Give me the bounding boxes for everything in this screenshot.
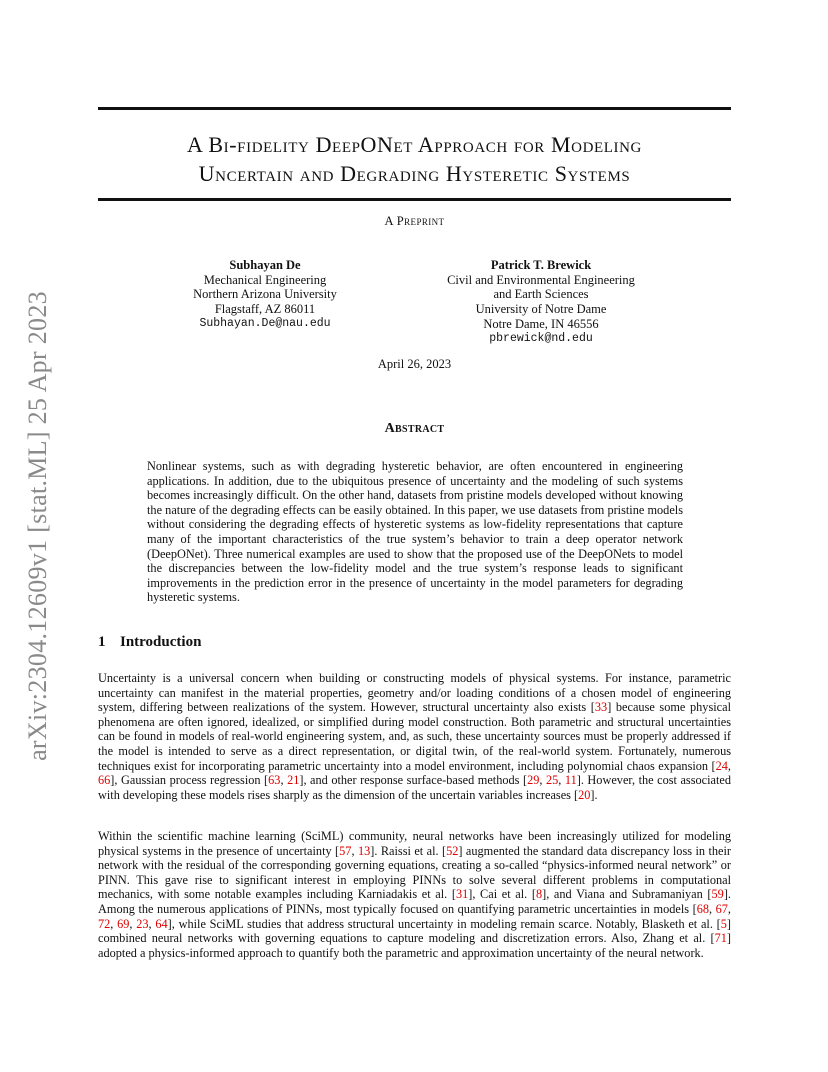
paragraph-text: Uncertainty is a universal concern when building or constructing models of physical systems. For instance, parametric uncertainty can manifest in the material properties, geometry and/or loading conditions of a chosen model of engineering system, differing between realizations of the system. However, structural uncertainty also exists [: [98, 671, 731, 715]
paragraph-text: ,: [148, 916, 156, 931]
author-email[interactable]: pbrewick@nd.edu: [489, 331, 593, 345]
paragraph-text: ,: [539, 773, 546, 788]
author-affiliation: Mechanical Engineering: [203, 272, 327, 287]
citation-link[interactable]: 25: [545, 773, 559, 788]
paragraph-text: ] combined neural networks with governing equations to capture modeling and discretization errors. Also, Zhang et al. [: [98, 916, 732, 946]
section-title: Introduction: [120, 634, 202, 650]
citation-link[interactable]: 52: [446, 843, 459, 858]
paper-title: [98, 130, 731, 188]
abstract-heading: Abstract: [384, 421, 445, 436]
citation-link[interactable]: 23: [136, 916, 149, 931]
paragraph-text: ], Gaussian process regression [: [110, 773, 269, 788]
author-affiliation: Flagstaff, AZ 86011: [214, 302, 316, 317]
citation-link[interactable]: 57: [339, 843, 352, 858]
author-name: Patrick T. Brewick: [490, 258, 592, 272]
paragraph-text: ,: [129, 916, 137, 931]
citation-link[interactable]: 8: [535, 887, 543, 902]
paragraph-text: ,: [727, 758, 731, 773]
citation-link[interactable]: 67: [715, 901, 728, 916]
citation-link[interactable]: 31: [455, 887, 469, 902]
paragraph-text: ] augmented the standard data discrepancy loss in their network with the residual of the corresponding governing equations, creating a so-called “physics-informed neural network” or PINN. This gave rise to significant interest in employing PINNs to solve several different problems in computational mechanics, with some notable examples including Karniadakis et al. [: [98, 843, 731, 902]
citation-link[interactable]: 20: [578, 787, 591, 802]
intro-paragraph-1: [98, 671, 731, 802]
author-block-2: [426, 258, 656, 346]
paragraph-text: ], Cai et al. [: [468, 887, 536, 902]
author-email[interactable]: Subhayan.De@nau.edu: [199, 316, 331, 330]
paragraph-text: ,: [708, 901, 716, 916]
paragraph-text: ], while SciML studies that address structural uncertainty in modeling remain scarce. Notably, Blasketh et al. [: [167, 916, 721, 931]
author-name: Subhayan De: [229, 258, 301, 272]
citation-link[interactable]: 29: [527, 773, 540, 788]
title-line-2: Uncertain and Degrading Hysteretic Systems: [198, 161, 631, 186]
citation-link[interactable]: 72: [98, 916, 111, 931]
paragraph-text: ], and other response surface-based methods [: [299, 773, 528, 788]
citation-link[interactable]: 59: [711, 887, 724, 902]
citation-link[interactable]: 33: [594, 700, 608, 715]
title-bottom-rule: [98, 198, 731, 201]
author-affiliation: Northern Arizona University: [193, 287, 337, 302]
citation-link[interactable]: 63: [268, 773, 281, 788]
paragraph-text: ] adopted a physics-informed approach to quantify both the parametric and approximation uncertainty of the neural network.: [98, 931, 731, 960]
paragraph-text: ]. Raissi et al. [: [370, 843, 447, 858]
paragraph-text: ,: [558, 773, 565, 788]
title-top-rule: [98, 107, 731, 110]
title-line-1: A Bi-fidelity DeepONet Approach for Modeling: [187, 132, 642, 157]
citation-link[interactable]: 5: [720, 916, 727, 931]
citation-link[interactable]: 68: [696, 901, 709, 916]
paper-date: April 26, 2023: [377, 357, 452, 371]
paragraph-text: ], and Viana and Subramaniyan [: [542, 887, 712, 902]
abstract-text: Nonlinear systems, such as with degrading hysteretic behavior, are often encountered in engineering applications. In addition, due to the ubiquitous presence of uncertainty and the modeling of such systems becomes increasingly difficult. On the other hand, datasets from pristine models developed without knowing the nature of the degrading effects can be easily obtained. In this paper, we use datasets from pristine models without considering the degrading effects of hysteretic systems as low-fidelity representations that capture many of the important characteristics of the true system’s behavior to train a deep operator network (DeepONet). Three numerical examples are used to show that the proposed use of the DeepONets to model the discrepancies between the low-fidelity model and the true system’s response leads to significant improvements in the prediction error in the presence of uncertainty in the model parameters for degrading hysteretic systems.: [147, 459, 683, 605]
citation-link[interactable]: 21: [287, 773, 300, 788]
paragraph-text: ,: [280, 773, 288, 788]
section-heading: [98, 634, 201, 651]
citation-link[interactable]: 71: [714, 931, 727, 946]
paragraph-text: ,: [727, 901, 731, 916]
author-block-1: [150, 258, 380, 332]
paragraph-text: ,: [110, 916, 118, 931]
citation-link[interactable]: 64: [155, 916, 168, 931]
citation-link[interactable]: 66: [98, 773, 111, 788]
citation-link[interactable]: 11: [564, 773, 577, 788]
author-affiliation: Notre Dame, IN 46556: [483, 316, 599, 331]
paragraph-text: ] because some physical phenomena are often ignored, idealized, or simplified during model construction. Both parametric and structural uncertainties can be found in models of real-world engineering system, and, as such, these uncertainty sources must be properly addressed if the model is intended to serve as a direct representation, or digital twin, of the real-world system. Fortunately, numerous techniques exist for incorporating parametric uncertainty into a model environment, including polynomial chaos expansion [: [98, 700, 731, 773]
paragraph-text: ]. Among the numerous applications of PINNs, most typically focused on quantifying parametric uncertainties in models [: [98, 887, 731, 916]
author-affiliation: and Earth Sciences: [493, 287, 589, 302]
arxiv-side-stamp: arXiv:2304.12609v1 [stat.ML] 25 Apr 2023: [23, 291, 52, 761]
paragraph-text: ].: [590, 787, 598, 802]
preprint-label: A Preprint: [384, 214, 445, 228]
section-number: 1: [98, 634, 106, 650]
citation-link[interactable]: 69: [117, 916, 130, 931]
author-affiliation: University of Notre Dame: [475, 302, 607, 317]
citation-link[interactable]: 24: [715, 758, 728, 773]
citation-link[interactable]: 13: [357, 843, 371, 858]
paragraph-text: ]. However, the cost associated with developing these models rises sharply as the dimension of the uncertain variables increases [: [98, 773, 732, 802]
paragraph-text: Within the scientific machine learning (SciML) community, neural networks have been increasingly utilized for modeling physical systems in the presence of uncertainty [: [98, 829, 731, 858]
intro-paragraph-2: [98, 829, 731, 960]
paragraph-text: ,: [351, 843, 358, 858]
author-affiliation: Civil and Environmental Engineering: [447, 272, 635, 287]
